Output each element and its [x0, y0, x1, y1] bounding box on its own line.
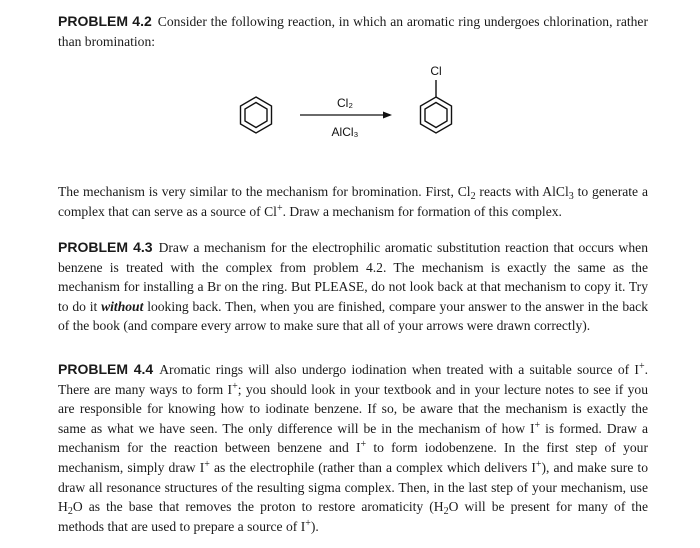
problem-4-4-heading: PROBLEM 4.4: [58, 361, 154, 377]
mech-text-2: reacts with AlCl: [475, 184, 569, 199]
subscript: 2: [443, 506, 449, 518]
emphasis-without: without: [101, 298, 144, 314]
p44-text: ).: [310, 518, 319, 534]
chlorobenzene-product: [421, 80, 452, 133]
reagent-alcl3: AlCl₃: [331, 125, 359, 139]
superscript-plus: +: [232, 380, 238, 392]
p44-text: is formed. Draw a mechanism for the reaction between benzene and I: [58, 420, 649, 456]
problem-4-2-heading: PROBLEM 4.2: [58, 13, 152, 29]
p44-text: ; you should look in your textbook and in your lecture notes to see if you are responsible for knowing how to iodinate benzene. If so, be aware that the mechanism is exactly the same as what we have seen. The only difference will be in the mechanism of how I: [58, 381, 649, 436]
mechanism-note: [58, 182, 648, 221]
arrow-head: [383, 112, 392, 119]
subscript: 3: [568, 191, 574, 202]
p44-text: ), and make sure to draw all resonance structures of the resulting sigma complex. Then, in the last step of your mechanism, use H: [58, 459, 649, 515]
p44-text: . There are many ways to form I: [58, 362, 649, 397]
mech-text-3: to generate a complex that can serve as a source of Cl: [58, 184, 648, 219]
problem-4-3-heading: PROBLEM 4.3: [58, 239, 153, 255]
problem-4-4: [58, 360, 648, 536]
superscript-plus: +: [638, 361, 645, 372]
superscript-plus: +: [535, 458, 542, 470]
p44-text: O as the base that removes the proton to restore aromaticity (H: [72, 499, 444, 515]
mech-text-4: . Draw a mechanism for formation of this complex.: [282, 203, 562, 219]
superscript-plus: +: [204, 458, 210, 470]
p44-text: O will be present for many of the methods that are used to prepare a source of I: [58, 499, 649, 534]
problem-4-3-text-b: looking back. Then, when you are finished, compare your answer to the answer in the back of the book (and compare every arrow to make sure that all of your arrows were drawn correctly).: [58, 298, 648, 334]
problem-4-2-text: Consider the following reaction, in which an aromatic ring undergoes chlorination, rather than bromination:: [58, 14, 648, 49]
p44-text: to form iodobenzene. In the first step of your mechanism, simply draw I: [58, 440, 648, 475]
superscript-plus: +: [305, 517, 311, 529]
superscript-plus: +: [276, 202, 283, 214]
problem-4-3-text-a: Draw a mechanism for the electrophilic aromatic substitution reaction that occurs when benzene is treated with the complex from problem 4.2. The mechanism is exactly the same as the mechanism for installing a Br on the ring. But PLEASE, do not look back at that mechanism to copy it. Try to do it: [58, 240, 648, 314]
subscript: 2: [470, 191, 476, 202]
product-cl-label: Cl: [430, 64, 442, 78]
reagent-cl2: Cl₂: [337, 96, 353, 110]
subscript: 2: [67, 506, 73, 518]
benzene-reactant: [241, 97, 272, 133]
p44-text: Aromatic rings will also undergo iodination when treated with a suitable source of I: [159, 362, 639, 377]
superscript-plus: +: [360, 439, 367, 451]
mech-text-1: The mechanism is very similar to the mechanism for bromination. First, Cl: [58, 184, 471, 199]
p44-text: as the electrophile (rather than a complex which delivers I: [209, 459, 536, 475]
problem-4-3: [58, 238, 648, 336]
superscript-plus: +: [534, 419, 541, 431]
problem-4-2: [58, 12, 648, 51]
reaction-scheme: [220, 62, 490, 167]
